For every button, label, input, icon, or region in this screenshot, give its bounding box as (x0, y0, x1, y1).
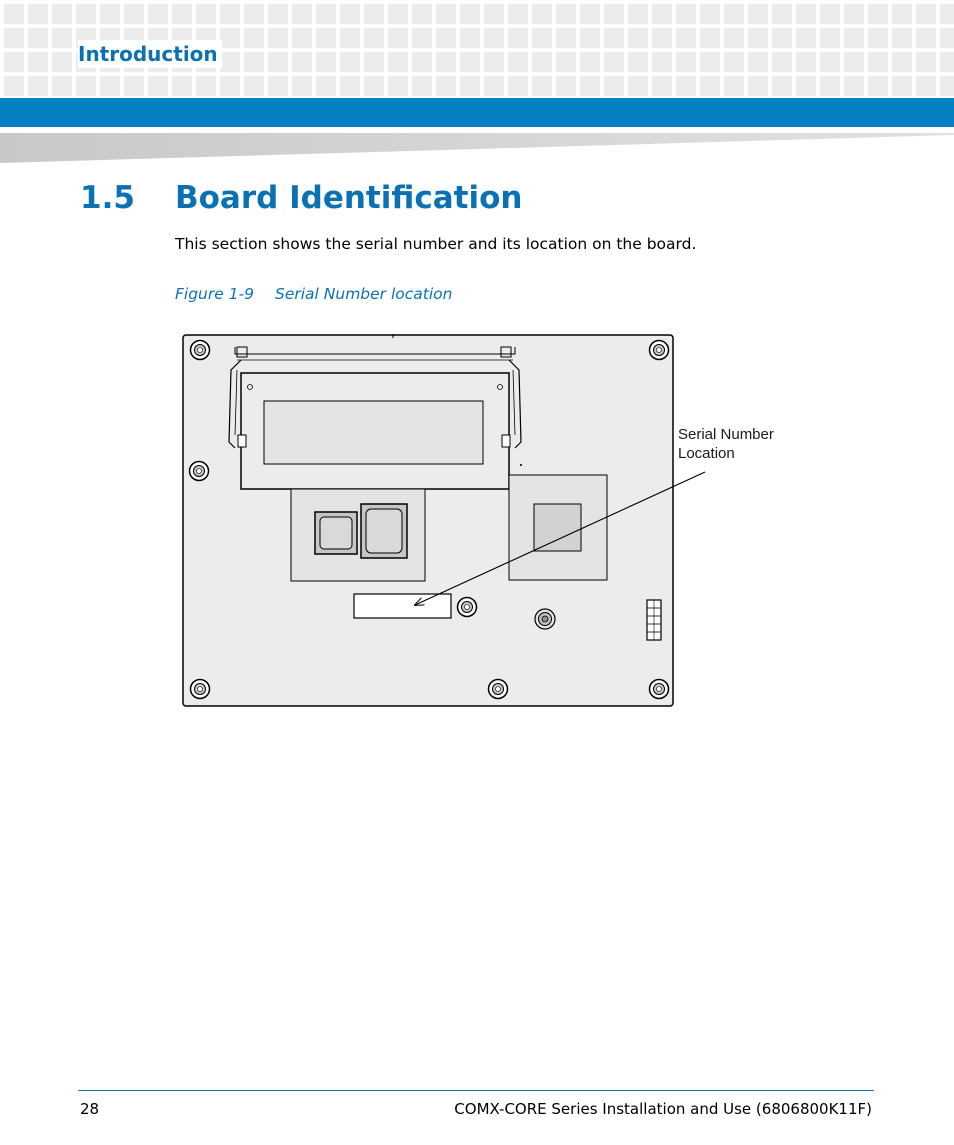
header-grey-wedge (0, 133, 954, 163)
section-heading (80, 180, 522, 216)
mounting-hole (650, 680, 669, 699)
mounting-hole (191, 680, 210, 699)
section-title: Board Identification (175, 180, 523, 216)
chapter-title: Introduction (78, 40, 222, 68)
footer-rule (78, 1090, 874, 1091)
figure-caption-text: Serial Number location (275, 285, 453, 303)
mounting-hole (458, 598, 477, 617)
processor-area (291, 489, 425, 581)
serial-number-label-area (354, 594, 451, 618)
mounting-hole (190, 462, 209, 481)
callout-label-line2: Location (678, 445, 735, 462)
figure-caption (175, 285, 452, 303)
section-intro: This section shows the serial number and its location on the board. (175, 235, 697, 253)
pin-header (647, 600, 661, 640)
mounting-hole (650, 341, 669, 360)
footer-doc-title: COMX-CORE Series Installation and Use (6806800K11F) (454, 1100, 872, 1118)
round-contact (535, 609, 555, 629)
mounting-hole (489, 680, 508, 699)
section-number: 1.5 (80, 180, 135, 216)
mounting-hole (191, 341, 210, 360)
callout-label-line1: Serial Number (678, 426, 774, 443)
figure-number: Figure 1-9 (175, 285, 255, 303)
header-blue-bar (0, 98, 954, 127)
board-diagram (175, 330, 795, 715)
chipset-area (509, 475, 607, 580)
page-number: 28 (80, 1100, 100, 1118)
